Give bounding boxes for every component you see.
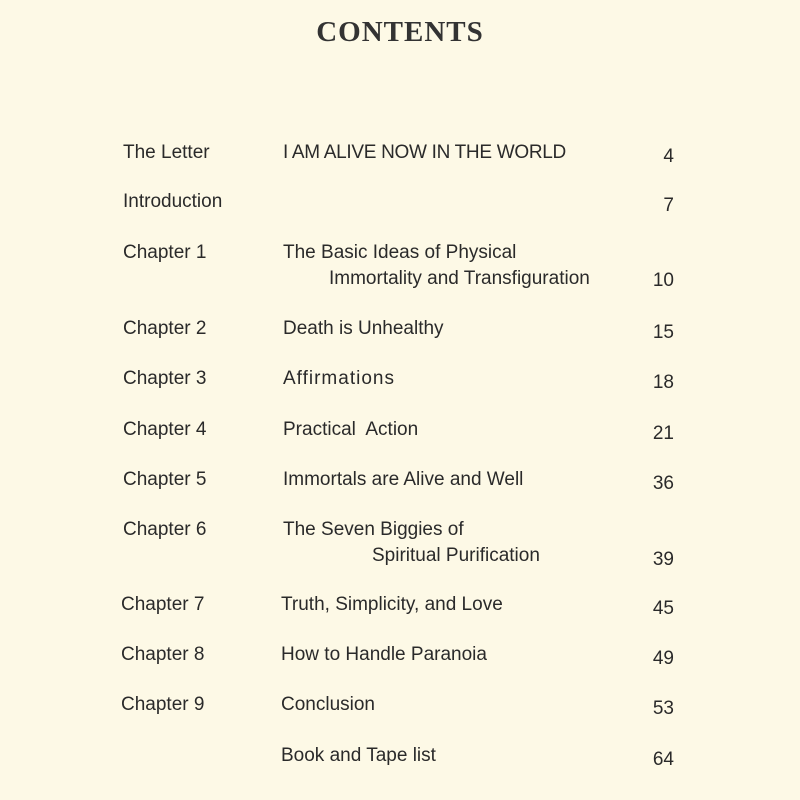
toc-entry-chapter-2: [0, 316, 800, 356]
entry-label: Introduction: [123, 191, 223, 212]
toc-entry-the-letter: [0, 140, 800, 180]
entry-label: Chapter 5: [123, 469, 207, 490]
toc-entry-introduction: [0, 189, 800, 229]
entry-title: Death is Unhealthy: [283, 318, 444, 339]
entry-title: [283, 517, 540, 569]
entry-page-number: 4: [663, 146, 674, 167]
entry-title: Affirmations: [283, 368, 395, 389]
entry-label: The Letter: [123, 142, 210, 163]
entry-label: Chapter 9: [121, 694, 205, 715]
toc-entry-chapter-5: [0, 467, 800, 507]
entry-label: Chapter 1: [123, 242, 207, 263]
toc-entry-chapter-9: [0, 692, 800, 732]
toc-entry-book-and-tape-list: [0, 743, 800, 783]
entry-page-number: 15: [652, 322, 674, 343]
toc-entry-chapter-3: [0, 366, 800, 406]
entry-page-number: 45: [652, 598, 674, 619]
entry-title: I AM ALIVE NOW IN THE WORLD: [283, 142, 566, 163]
entry-label: Chapter 6: [123, 519, 207, 540]
entry-title: Conclusion: [281, 694, 375, 715]
page-title: CONTENTS: [316, 16, 484, 48]
entry-title-line-2: Spiritual Purification: [372, 545, 540, 566]
entry-title: Practical Action: [283, 419, 419, 440]
entry-page-number: 21: [652, 423, 674, 444]
entry-title: Immortals are Alive and Well: [283, 469, 524, 490]
toc-entry-chapter-8: [0, 642, 800, 682]
entry-label: Chapter 2: [123, 318, 207, 339]
entry-page-number: 49: [652, 648, 674, 669]
entry-label: Chapter 4: [123, 419, 207, 440]
toc-entry-chapter-7: [0, 592, 800, 632]
entry-title: [283, 240, 590, 292]
entry-label: Chapter 3: [123, 368, 207, 389]
entry-title-line-1: The Basic Ideas of Physical: [283, 242, 517, 263]
entry-page-number: 53: [652, 698, 674, 719]
entry-page-number: 64: [652, 749, 674, 770]
entry-page-number: 10: [652, 270, 674, 291]
entry-title: Truth, Simplicity, and Love: [281, 594, 503, 615]
entry-label: Chapter 8: [121, 644, 205, 665]
entry-page-number: 39: [652, 549, 674, 570]
entry-page-number: 36: [652, 473, 674, 494]
toc-entry-chapter-6: [0, 517, 800, 577]
entry-page-number: 7: [663, 195, 674, 216]
entry-title-line-2: Immortality and Transfiguration: [329, 268, 590, 289]
toc-entry-chapter-1: [0, 240, 800, 300]
entry-label: Chapter 7: [121, 594, 205, 615]
entry-title-line-1: The Seven Biggies of: [283, 519, 464, 540]
entry-page-number: 18: [652, 372, 674, 393]
toc-entry-chapter-4: [0, 417, 800, 457]
entry-title: How to Handle Paranoia: [281, 644, 487, 665]
entry-title: Book and Tape list: [281, 745, 436, 766]
